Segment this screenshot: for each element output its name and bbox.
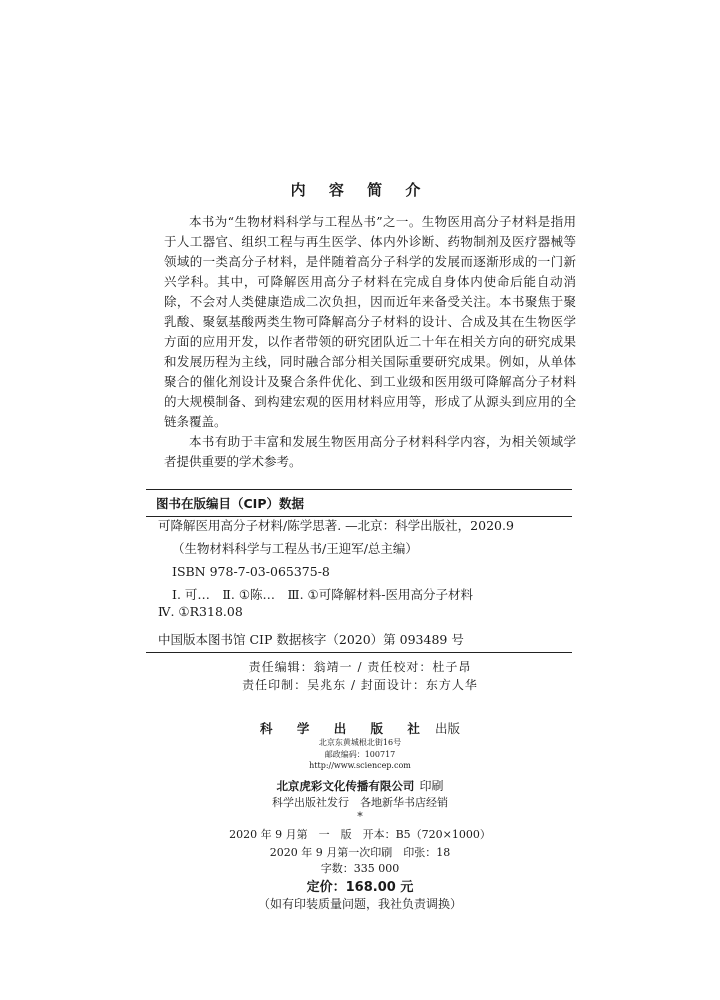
printing-info: 2020 年 9 月第一次印刷 印张：18 <box>269 846 451 859</box>
printer-name: 北京虎彩文化传播有限公司 <box>276 779 415 793</box>
cip-line: ISBN 978-7-03-065375-8 <box>172 564 330 579</box>
publisher-website: http://www.sciencep.com <box>309 761 411 770</box>
price: 定价：168.00 元 <box>306 880 414 895</box>
summary-paragraph: 本书为“生物材料科学与工程丛书”之一。生物医用高分子材料是指用于人工器官、组织工程与再生医学、体内外诊断、药物制剂及医疗器械等领域的一类高分子材料，是伴随着高分子科学的发展而逐渐形成的一门新兴学科。其中，可降解医用高分子材料在完成自身体内使命后能自动消除，不会对人类健康造成二次负担，因而近年来备受关注。本书聚焦于聚乳酸、聚氨基酸两类生物可降解高分子材料的设计、合成及其在生物医学方面的应用开发，以作者带领的研究团队近二十年在相关方向的研究成果和发展历程为主线，同时融合部分相关国际重要研究成果。例如，从单体聚合的催化剂设计及聚合条件优化、到工业级和医用级可降解高分子材料的大规模制备、到构建宏观的医用材料应用等，形成了从源头到应用的全链条覆盖。 <box>164 214 576 429</box>
credits-line: 责任编辑：翁靖一 / 责任校对：杜子昂 <box>248 660 472 674</box>
word-count: 字数：335 000 <box>320 862 400 875</box>
cip-block <box>146 489 572 657</box>
cip-bottom-rule <box>146 652 572 653</box>
cip-top-rule <box>146 489 572 490</box>
summary-paragraph: 本书有助于丰富和发展生物医用高分子材料科学内容，为相关领域学者提供重要的学术参考。 <box>164 434 576 469</box>
publisher-name: 科 学 出 版 社 <box>259 721 430 736</box>
edition-info: 2020 年 9 月第 一 版 开本：B5（720×1000） <box>229 828 491 841</box>
cip-line: Ⅳ. ①R318.08 <box>158 604 243 619</box>
credits-line: 责任印制：吴兆东 / 封面设计：东方人华 <box>242 678 478 692</box>
page-title: 内 容 简 介 <box>290 181 430 199</box>
quality-notice: （如有印装质量问题，我社负责调换） <box>257 897 462 911</box>
publisher-postcode: 邮政编码：100717 <box>324 750 396 759</box>
cip-line: Ⅰ. 可… Ⅱ. ①陈… Ⅲ. ①可降解材料-医用高分子材料 <box>172 587 473 602</box>
distribution: 科学出版社发行 各地新华书店经销 <box>272 796 448 809</box>
publisher-suffix: 出版 <box>435 721 461 736</box>
separator-star: * <box>357 810 363 823</box>
printer-suffix: 印刷 <box>419 779 444 793</box>
publisher-address: 北京东黄城根北街16号 <box>318 738 402 747</box>
credits <box>0 658 720 694</box>
cip-line: （生物材料科学与工程丛书/王迎军/总主编） <box>172 541 418 556</box>
cip-number: 中国版本图书馆 CIP 数据核字（2020）第 093489 号 <box>158 632 464 647</box>
summary-section <box>164 212 576 472</box>
cip-title: 图书在版编目（CIP）数据 <box>156 496 304 511</box>
cip-line: 可降解医用高分子材料/陈学思著. —北京：科学出版社，2020.9 <box>158 518 514 533</box>
publisher-line <box>0 718 720 737</box>
printer-line <box>0 775 720 794</box>
